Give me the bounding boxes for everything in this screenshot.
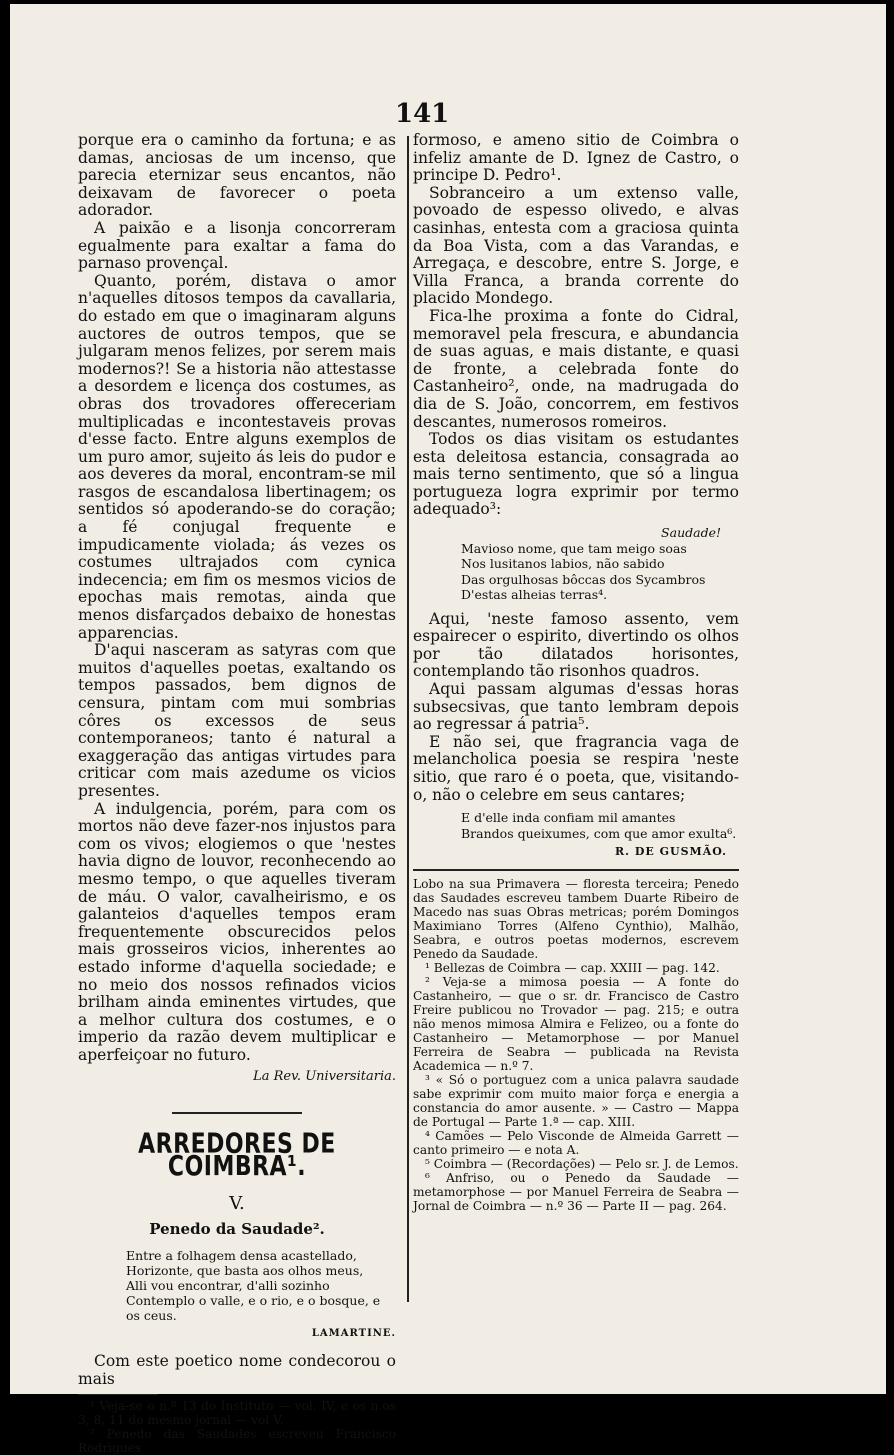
verse-line: Entre a folhagem densa acastellado, bbox=[126, 1248, 357, 1264]
paragraph: E não sei, que fragrancia vaga de melancholica poesia se respira 'neste sitio, que raro é o poeta, que, visitando-o, não o celebre em seus cantares; bbox=[413, 732, 739, 804]
footnote: ⁴ Camões — Pelo Visconde de Almeida Garrett — canto primeiro — e nota A. bbox=[413, 1128, 739, 1157]
paragraph: D'aqui nasceram as satyras com que muitos d'aquelles poetas, exaltando os tempos passados, bem dignos de censura, pintam com mui sombrias côres os excessos de seus contemporaneos; tanto é natural a exaggeração das antigas virtudes para criticar com mais azedume os vicios presentes. bbox=[78, 641, 396, 800]
verse-block bbox=[461, 810, 739, 841]
verse-line: Das orgulhosas bôccas dos Sycambros bbox=[461, 571, 706, 587]
verse-block bbox=[461, 525, 739, 603]
epigraph bbox=[126, 1248, 396, 1323]
verse-line: Brandos queixumes, com que amor exulta⁶. bbox=[461, 825, 737, 841]
epigraph-author: LAMARTINE. bbox=[311, 1328, 396, 1340]
paragraph: Quanto, porém, distava o amor n'aquelles ditosos tempos da cavallaria, do estado em que o imaginaram alguns auctores de outros tempos, que se julgaram menos felizes, por serem mais modernos?! Se a historia não attestasse a desordem e licença dos costumes, as obras dos trovadores offereceriam multiplicadas e incontestaveis provas d'esse facto. Entre alguns exemplos de um puro amor, sujeito ás leis do pudor e aos deveres da moral, encontram-se mil rasgos de escandalosa libertinagem; os sentidos só apoderando-se do coração; a fé conjugal frequente e impudicamente violada; ás vezes os costumes ultrajados com cynica indecencia; em fim os mesmos vicios de epochas mais remotas, ainda que menos disfarçados debaixo de honestas apparencias. bbox=[78, 271, 396, 642]
divider bbox=[172, 1112, 302, 1114]
footnote: Lobo na sua Primavera — floresta terceira; Penedo das Saudades escreveu tambem Duarte Ribeiro de Macedo nas suas Obras metricas; porém Domingos Maximiano Torres (Alfeno Cynthio), Malhão, Seabra, e outros poetas modernos, escrevem Penedo da Saudade. bbox=[413, 876, 739, 961]
section-subtitle: Penedo da Saudade². bbox=[149, 1219, 325, 1238]
paragraph: Fica-lhe proxima a fonte do Cidral, memoravel pela frescura, e abundancia de suas aguas, e mais distante, e quasi de fronte, a celebrada fonte do Castanheiro², onde, na madrugada do dia de S. João, concorrem, em festivos descantes, numerosos romeiros. bbox=[413, 306, 739, 431]
verse-author: R. DE GUSMÃO. bbox=[615, 845, 727, 859]
book-page bbox=[10, 4, 886, 1455]
paragraph: Sobranceiro a um extenso valle, povoado de espesso olivedo, e alvas casinhas, entesta com a graciosa quinta da Boa Vista, com a das Varandas, e Arregaça, e descobre, entre S. Jorge, e Villa Franca, a branda corrente do placido Mondego. bbox=[413, 183, 739, 308]
verse-line: Contemplo o valle, e o rio, e o bosque, e os ceus. bbox=[126, 1293, 381, 1324]
left-column bbox=[78, 132, 396, 1455]
paragraph: Todos os dias visitam os estudantes esta deleitosa estancia, consagrada ao mais terno sentimento, que só a lingua portugueza logra exprimir por termo adequado³: bbox=[413, 430, 739, 519]
paragraph: Com este poetico nome condecorou o mais bbox=[78, 1352, 396, 1388]
verse-line: Mavioso nome, que tam meigo soas bbox=[461, 540, 687, 556]
verse-heading: Saudade! bbox=[661, 525, 721, 541]
footnote: ² Veja-se a mimosa poesia — A fonte do Castanheiro, — que o sr. dr. Francisco de Castro Freire publicou no Trovador — pag. 215; e outra não menos mimosa Almira e Felizeo, ou a fonte do Castanheiro — Metamorphose — por Manuel Ferreira de Seabra — publicada na Revista Academica — n.º 7. bbox=[413, 974, 739, 1073]
footnotes bbox=[78, 1399, 396, 1455]
paragraph: A indulgencia, porém, para com os mortos não deve fazer-nos injustos para com os vivos; elogiemos o que 'nestes havia digno de louvor, reconhecendo ao mesmo tempo, o que aquelles tiveram de máu. O valor, cavalheirismo, e os galanteios d'aquelles tempos eram frequentemente obscurecidos pelos mais grosseiros vicios, inherentes ao estado informe d'aquella sociedade; e no meio dos nossos refinados vicios brilham ainda eminentes virtudes, que a melhor cultura dos costumes, e o imperio da razão devem multiplicar e aperfeiçoar no futuro. bbox=[78, 799, 396, 1064]
verse-line: Alli vou encontrar, d'alli sozinho bbox=[126, 1278, 330, 1294]
paragraph: A paixão e a lisonja concorreram egualmente para exaltar a fama do parnaso provençal. bbox=[78, 218, 396, 273]
section-number: V. bbox=[229, 1193, 245, 1215]
footnote: ⁵ Coimbra — (Recordações) — Pelo sr. J. de Lemos. bbox=[425, 1156, 739, 1171]
verse-line: D'estas alheias terras⁴. bbox=[461, 587, 608, 603]
footnote: ³ « Só o portuguez com a unica palavra saudade sabe exprimir com muito maior força e energia a constancia do amor ausente. » — Castro — Mappa de Portugal — Parte 1.ª — cap. XIII. bbox=[413, 1072, 739, 1129]
article-signature: La Rev. Universitaria. bbox=[253, 1069, 396, 1085]
paragraph: porque era o caminho da fortuna; e as damas, anciosas de um incenso, que parecia eternizar seus encantos, não deixavam de favorecer o poeta adorador. bbox=[78, 131, 396, 220]
paragraph: Aqui, 'neste famoso assento, vem espairecer o espirito, divertindo os olhos por tão dilatados horisontes, contemplando tão risonhos quadros. bbox=[413, 609, 739, 681]
footnote-divider bbox=[413, 869, 739, 871]
footnote-divider bbox=[78, 1394, 158, 1395]
footnote: ¹ Veja-se o n.º 13 do Instituto — vol. IV, e os n.os 3, 8, 11 do mesmo jornal — vol V. bbox=[78, 1399, 396, 1428]
section-title: ARREDORES DE COIMBRA¹. bbox=[138, 1128, 336, 1182]
footnotes bbox=[413, 877, 739, 1213]
column-divider bbox=[407, 136, 409, 1302]
verse-line: E d'elle inda confiam mil amantes bbox=[461, 810, 676, 826]
verse-line: Nos lusitanos labios, não sabido bbox=[461, 556, 665, 572]
footnote: ¹ Bellezas de Coimbra — cap. XXIII — pag. 142. bbox=[425, 960, 720, 975]
paragraph: formoso, e ameno sitio de Coimbra o infeliz amante de D. Ignez de Castro, o principe D. Pedro¹. bbox=[413, 131, 739, 185]
footnote: ² Penedo das Saudades escreveu Francisco Rodrigues bbox=[78, 1427, 396, 1455]
footnote: ⁶ Anfriso, ou o Penedo da Saudade — metamorphose — por Manuel Ferreira de Seabra — Jornal de Coimbra — n.º 36 — Parte II — pag. 264. bbox=[413, 1170, 739, 1213]
verse-line: Horizonte, que basta aos olhos meus, bbox=[126, 1263, 364, 1279]
paragraph: Aqui passam algumas d'essas horas subsecsivas, que tanto lembram depois ao regressar á patria⁵. bbox=[413, 679, 739, 734]
right-column bbox=[413, 132, 739, 1213]
page-number: 141 bbox=[395, 99, 450, 129]
